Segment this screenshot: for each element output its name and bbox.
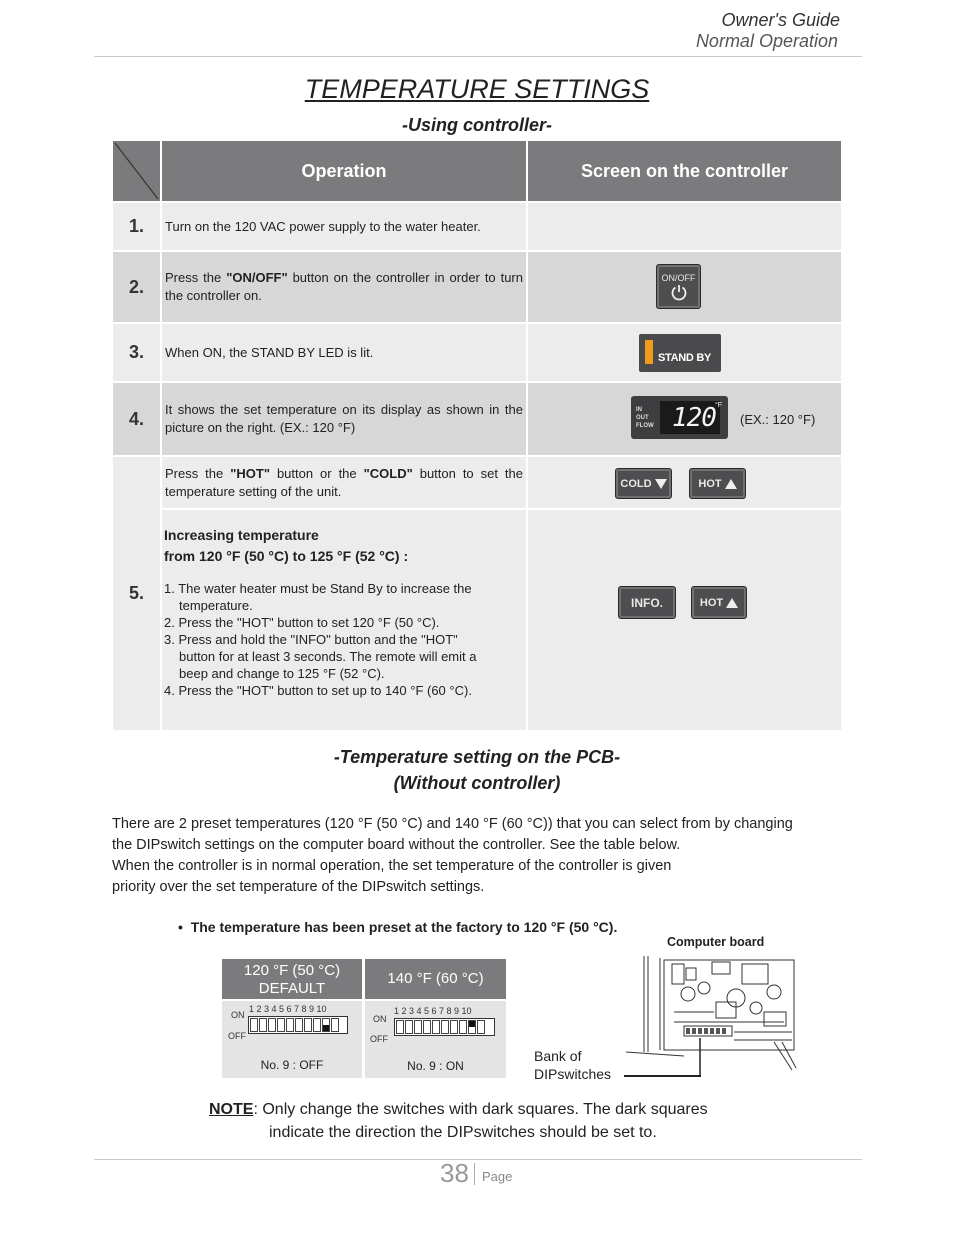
arrow-up-icon xyxy=(725,479,737,489)
dip-switch xyxy=(414,1020,422,1034)
dip-switch-bank xyxy=(394,1018,495,1036)
page-separator xyxy=(474,1163,475,1185)
dip-col1-temp: 120 °F (50 °C) xyxy=(243,962,341,979)
page-number: 38 xyxy=(440,1158,469,1188)
procedure-heading-line1: Increasing temperature xyxy=(164,527,319,543)
row-screen-cell xyxy=(528,457,841,508)
pointer-line xyxy=(624,1075,701,1077)
dip-switch-bank xyxy=(248,1016,348,1034)
row-screen-cell xyxy=(528,252,841,322)
pcb-heading-line1: -Temperature setting on the PCB- xyxy=(333,747,621,767)
dip-switch xyxy=(304,1018,312,1032)
dip-col2-body xyxy=(365,1001,506,1078)
standby-label: STAND BY xyxy=(658,352,712,364)
diagonal-line-icon xyxy=(113,141,160,201)
list-item: 4. Press the "HOT" button to set up to 140 °F (60 °C). xyxy=(164,683,472,698)
row-screen-cell xyxy=(528,203,841,250)
dip-switch xyxy=(331,1018,339,1032)
bullet-icon: • xyxy=(178,919,183,935)
info-button-image xyxy=(618,586,676,619)
row-number: 2. xyxy=(113,252,160,322)
dip-col1-default: DEFAULT xyxy=(258,980,326,997)
operation-table xyxy=(113,141,841,730)
temperature-display-image xyxy=(631,396,728,439)
list-item: 3. Press and hold the "INFO" button and the "HOT" xyxy=(164,632,458,647)
paragraph-line: There are 2 preset temperatures (120 °F (50 °C) and 140 °F (60 °C)) that you can select from by changing xyxy=(112,816,793,832)
row-screen-cell xyxy=(528,324,841,381)
pcb-description xyxy=(112,814,852,898)
row-operation-text xyxy=(162,457,526,508)
display-example-text: (EX.: 120 °F) xyxy=(740,412,816,427)
row-procedure-cell xyxy=(162,510,526,730)
header-owners-guide: Owner's Guide xyxy=(721,10,840,30)
dip-switch xyxy=(405,1020,413,1034)
note-block xyxy=(209,1098,708,1144)
text-emphasis: "COLD" xyxy=(363,465,413,481)
dip-switch xyxy=(441,1020,449,1034)
list-item: 2. Press the "HOT" button to set 120 °F (50 °C). xyxy=(164,615,440,630)
cold-button-image xyxy=(615,468,672,499)
note-label: NOTE xyxy=(209,1101,254,1118)
dip-switch-9 xyxy=(468,1020,476,1034)
dip-off-label: OFF xyxy=(370,1034,388,1044)
text-fragment: Press the xyxy=(165,270,227,285)
list-item: button for at least 3 seconds. The remote will emit a xyxy=(179,649,477,664)
dip-switch-numbers: 1 2 3 4 5 6 7 8 9 10 xyxy=(394,1006,472,1016)
bank-label-line2: DIPswitches xyxy=(534,1066,612,1082)
row-screen-cell xyxy=(528,510,841,730)
pcb-section-heading xyxy=(0,744,954,796)
dipswitch-bank-label xyxy=(534,1047,611,1083)
note-line2: indicate the direction the DIPswitches should be set to. xyxy=(269,1124,657,1141)
dip-off-label: OFF xyxy=(228,1031,246,1041)
text-emphasis: "HOT" xyxy=(230,465,270,481)
dip-switch xyxy=(250,1018,258,1032)
hot-button-image xyxy=(689,468,746,499)
pcb-heading-line2: (Without controller) xyxy=(393,773,561,793)
dip-on-label: ON xyxy=(231,1010,245,1020)
dip-switch-numbers: 1 2 3 4 5 6 7 8 9 10 xyxy=(249,1004,327,1014)
text-fragment: button or the xyxy=(270,465,364,481)
row-number: 5. xyxy=(113,457,160,730)
column-header-operation: Operation xyxy=(162,141,526,201)
text-fragment: button on the controller in order to turn the controller on. xyxy=(165,270,523,303)
procedure-heading-line2: from 120 °F (50 °C) to 125 °F (52 °C) : xyxy=(164,548,409,564)
paragraph-line: priority over the set temperature of the DIPswitch settings. xyxy=(112,879,485,895)
dip-on-label: ON xyxy=(373,1014,387,1024)
paragraph-line: the DIPswitch settings on the computer board without the controller. See the table below. xyxy=(112,837,681,853)
row-number: 3. xyxy=(113,324,160,381)
text-emphasis: "ON/OFF" xyxy=(226,270,288,285)
row-screen-cell xyxy=(528,383,841,455)
table-corner-cell xyxy=(113,141,160,201)
page-title: TEMPERATURE SETTINGS xyxy=(304,74,650,104)
row-number: 4. xyxy=(113,383,160,455)
dip-col2-header: 140 °F (60 °C) xyxy=(365,959,506,999)
display-label-out: OUT xyxy=(636,415,649,421)
arrow-down-icon xyxy=(655,479,667,489)
display-screen xyxy=(660,401,723,434)
row-operation-text: It shows the set temperature on its display as shown in the picture on the right. (EX.: 120 °F) xyxy=(162,383,526,455)
dip-switch xyxy=(277,1018,285,1032)
dip-switch xyxy=(459,1020,467,1034)
row-operation-text: When ON, the STAND BY LED is lit. xyxy=(162,324,526,381)
standby-indicator-image xyxy=(639,334,721,372)
dip-col2-state: No. 9 : ON xyxy=(407,1059,464,1073)
dip-switch xyxy=(259,1018,267,1032)
bullet-text: The temperature has been preset at the factory to 120 °F (50 °C). xyxy=(190,919,618,935)
factory-preset-bullet xyxy=(178,919,617,935)
dip-switch xyxy=(313,1018,321,1032)
note-line1: : Only change the switches with dark squares. The dark squares xyxy=(253,1101,708,1118)
standby-led-icon xyxy=(645,340,653,364)
hot-label: HOT xyxy=(698,477,722,490)
page-label: Page xyxy=(482,1169,513,1184)
header-divider xyxy=(94,56,862,57)
dip-switch xyxy=(396,1020,404,1034)
display-label-flow: FLOW xyxy=(636,423,654,429)
list-item: 1. The water heater must be Stand By to increase the xyxy=(164,581,472,596)
list-item: beep and change to 125 °F (52 °C). xyxy=(179,666,385,681)
info-label: INFO. xyxy=(631,595,663,610)
display-side-labels xyxy=(636,406,654,430)
text-fragment: Press the xyxy=(165,465,231,481)
row-number: 1. xyxy=(113,203,160,250)
header-section: Normal Operation xyxy=(695,31,838,51)
display-temperature-value: 120 xyxy=(672,403,716,433)
row-operation-text: Turn on the 120 VAC power supply to the water heater. xyxy=(162,203,526,250)
dip-switch-9 xyxy=(322,1018,330,1032)
procedure-steps xyxy=(164,580,476,699)
list-item: temperature. xyxy=(179,598,253,613)
page-subtitle: -Using controller- xyxy=(401,115,552,135)
dip-switch xyxy=(286,1018,294,1032)
computer-board-label: Computer board xyxy=(667,935,765,949)
power-icon xyxy=(670,283,688,301)
dip-switch xyxy=(423,1020,431,1034)
hot-label: HOT xyxy=(699,596,724,609)
display-label-in: IN xyxy=(636,407,642,413)
computer-board-image xyxy=(624,952,800,1080)
cold-label: COLD xyxy=(620,477,652,490)
on-off-button-image xyxy=(656,264,701,309)
display-unit: °F xyxy=(715,402,723,409)
column-header-screen: Screen on the controller xyxy=(528,141,841,201)
dip-switch xyxy=(432,1020,440,1034)
arrow-up-icon xyxy=(726,598,738,608)
bank-label-line1: Bank of xyxy=(534,1048,582,1064)
dip-col1-state: No. 9 : OFF xyxy=(260,1058,324,1072)
dip-switch xyxy=(450,1020,458,1034)
row-operation-text xyxy=(162,252,526,322)
footer-divider xyxy=(94,1159,862,1160)
paragraph-line: When the controller is in normal operation, the set temperature of the controller is given xyxy=(112,858,672,874)
text-fragment: button to set the temperature setting of the unit. xyxy=(165,465,523,499)
procedure-heading xyxy=(164,525,408,567)
dip-col1-body xyxy=(222,1001,362,1078)
dip-switch xyxy=(477,1020,485,1034)
hot-button-image xyxy=(691,586,747,619)
on-off-label: ON/OFF xyxy=(661,272,696,283)
dip-switch xyxy=(295,1018,303,1032)
dip-col1-header xyxy=(222,959,362,999)
dip-switch xyxy=(268,1018,276,1032)
